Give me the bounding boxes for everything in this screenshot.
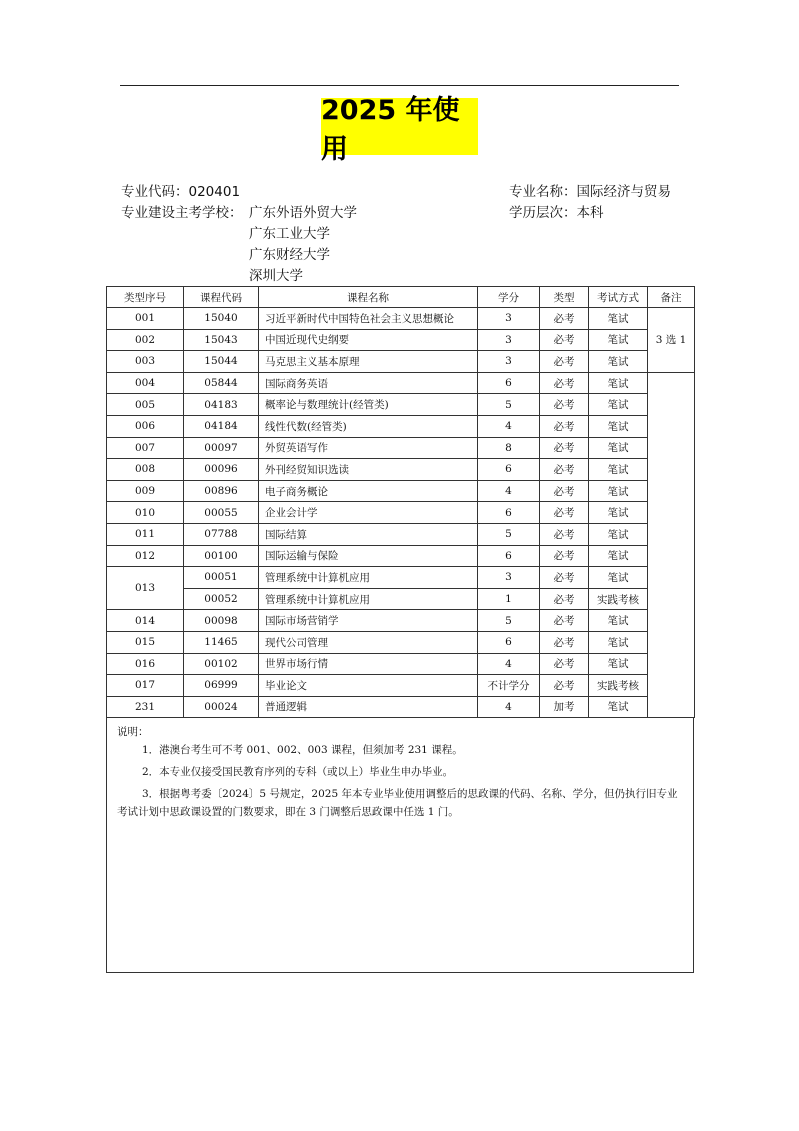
- cell-exam: 笔试: [589, 502, 648, 524]
- cell-credit: 4: [478, 696, 540, 718]
- cell-code: 00102: [184, 653, 259, 675]
- cell-credit: 4: [478, 480, 540, 502]
- cell-type: 必考: [540, 653, 589, 675]
- cell-seq: 231: [107, 696, 184, 718]
- cell-type: 必考: [540, 545, 589, 567]
- table-row: [107, 610, 695, 632]
- cell-code: 00024: [184, 696, 259, 718]
- cell-credit: 1: [478, 588, 540, 610]
- cell-type: 加考: [540, 696, 589, 718]
- cell-exam: 笔试: [589, 308, 648, 330]
- cell-code: 00098: [184, 610, 259, 632]
- table-row: [107, 631, 695, 653]
- table-row: [107, 653, 695, 675]
- header-exam: 考试方式: [589, 287, 648, 308]
- document-title: 2025 年使用: [321, 98, 478, 155]
- table-row: [107, 588, 695, 610]
- cell-credit: 3: [478, 308, 540, 330]
- cell-exam: 笔试: [589, 545, 648, 567]
- table-row: [107, 329, 695, 351]
- cell-type: 必考: [540, 588, 589, 610]
- cell-code: 15043: [184, 329, 259, 351]
- cell-name: 线性代数(经管类): [259, 415, 478, 437]
- cell-name: 外贸英语写作: [259, 437, 478, 459]
- cell-seq: 007: [107, 437, 184, 459]
- table-header-row: [107, 287, 695, 308]
- university-4: 深圳大学: [249, 268, 303, 284]
- cell-seq: 014: [107, 610, 184, 632]
- cell-type: 必考: [540, 480, 589, 502]
- cell-code: 07788: [184, 523, 259, 545]
- cell-code: 00052: [184, 588, 259, 610]
- table-row: [107, 459, 695, 481]
- cell-seq: 008: [107, 459, 184, 481]
- cell-code: 05844: [184, 372, 259, 394]
- cell-code: 00097: [184, 437, 259, 459]
- education-level: 学历层次：本科: [509, 205, 604, 221]
- school-label: 专业建设主考学校：: [121, 205, 243, 221]
- table-row: [107, 351, 695, 373]
- cell-name: 习近平新时代中国特色社会主义思想概论: [259, 308, 478, 330]
- table-row: [107, 415, 695, 437]
- cell-type: 必考: [540, 415, 589, 437]
- cell-exam: 笔试: [589, 567, 648, 589]
- cell-credit: 6: [478, 372, 540, 394]
- cell-exam: 实践考核: [589, 675, 648, 697]
- cell-exam: 笔试: [589, 437, 648, 459]
- cell-code: 00055: [184, 502, 259, 524]
- table-row: [107, 437, 695, 459]
- cell-code: 15044: [184, 351, 259, 373]
- cell-credit: 6: [478, 631, 540, 653]
- cell-exam: 实践考核: [589, 588, 648, 610]
- cell-code: 04184: [184, 415, 259, 437]
- cell-type: 必考: [540, 610, 589, 632]
- cell-name: 世界市场行情: [259, 653, 478, 675]
- cell-exam: 笔试: [589, 523, 648, 545]
- cell-type: 必考: [540, 394, 589, 416]
- cell-code: 00100: [184, 545, 259, 567]
- cell-type: 必考: [540, 523, 589, 545]
- cell-seq: 010: [107, 502, 184, 524]
- cell-credit: 5: [478, 394, 540, 416]
- cell-seq: 009: [107, 480, 184, 502]
- table-row: [107, 502, 695, 524]
- cell-credit: 8: [478, 437, 540, 459]
- cell-seq: 006: [107, 415, 184, 437]
- cell-exam: 笔试: [589, 610, 648, 632]
- cell-name: 国际运输与保险: [259, 545, 478, 567]
- cell-type: 必考: [540, 329, 589, 351]
- cell-exam: 笔试: [589, 631, 648, 653]
- cell-seq: 015: [107, 631, 184, 653]
- cell-type: 必考: [540, 502, 589, 524]
- cell-exam: 笔试: [589, 372, 648, 394]
- cell-seq: 002: [107, 329, 184, 351]
- top-rule: [120, 85, 679, 86]
- cell-name: 国际结算: [259, 523, 478, 545]
- cell-type: 必考: [540, 631, 589, 653]
- cell-name: 国际商务英语: [259, 372, 478, 394]
- notes-label: 说明：: [117, 726, 149, 738]
- cell-name: 概率论与数理统计(经管类): [259, 394, 478, 416]
- cell-name: 电子商务概论: [259, 480, 478, 502]
- cell-seq: 005: [107, 394, 184, 416]
- table-row: [107, 696, 695, 718]
- table-row: [107, 567, 695, 589]
- cell-code: 00051: [184, 567, 259, 589]
- cell-name: 外刊经贸知识选读: [259, 459, 478, 481]
- cell-credit: 5: [478, 610, 540, 632]
- header-name: 课程名称: [259, 287, 478, 308]
- cell-credit: 6: [478, 545, 540, 567]
- cell-seq: 001: [107, 308, 184, 330]
- cell-seq: 011: [107, 523, 184, 545]
- cell-exam: 笔试: [589, 351, 648, 373]
- cell-seq: 012: [107, 545, 184, 567]
- cell-name: 马克思主义基本原理: [259, 351, 478, 373]
- table-row: [107, 394, 695, 416]
- cell-type: 必考: [540, 351, 589, 373]
- cell-exam: 笔试: [589, 480, 648, 502]
- table-row: [107, 480, 695, 502]
- cell-exam: 笔试: [589, 394, 648, 416]
- cell-exam: 笔试: [589, 653, 648, 675]
- cell-credit: 3: [478, 567, 540, 589]
- cell-name: 企业会计学: [259, 502, 478, 524]
- cell-name: 毕业论文: [259, 675, 478, 697]
- table-row: [107, 308, 695, 330]
- course-table: [106, 286, 695, 718]
- cell-type: 必考: [540, 308, 589, 330]
- cell-exam: 笔试: [589, 329, 648, 351]
- cell-code: 00096: [184, 459, 259, 481]
- cell-name: 国际市场营销学: [259, 610, 478, 632]
- cell-code: 15040: [184, 308, 259, 330]
- cell-name: 管理系统中计算机应用: [259, 588, 478, 610]
- cell-seq: 003: [107, 351, 184, 373]
- major-code: 专业代码：020401: [121, 184, 241, 200]
- cell-seq: 004: [107, 372, 184, 394]
- cell-credit: 5: [478, 523, 540, 545]
- header-code: 课程代码: [184, 287, 259, 308]
- cell-seq: 017: [107, 675, 184, 697]
- cell-remark-empty: [648, 372, 695, 718]
- cell-type: 必考: [540, 437, 589, 459]
- cell-type: 必考: [540, 459, 589, 481]
- cell-name: 中国近现代史纲要: [259, 329, 478, 351]
- cell-type: 必考: [540, 567, 589, 589]
- table-row: [107, 545, 695, 567]
- cell-credit: 4: [478, 415, 540, 437]
- cell-credit: 6: [478, 502, 540, 524]
- cell-code: 00896: [184, 480, 259, 502]
- cell-type: 必考: [540, 675, 589, 697]
- cell-code: 04183: [184, 394, 259, 416]
- cell-seq: 016: [107, 653, 184, 675]
- note-item-3: 3．根据粤考委〔2024〕5 号规定，2025 年本专业毕业使用调整后的思政课的代码、名称、学分，但仍执行旧专业考试计划中思政课设置的门数要求，即在 3 门调整后思政课中任选 1 门。: [117, 788, 678, 818]
- cell-credit: 3: [478, 351, 540, 373]
- cell-credit: 4: [478, 653, 540, 675]
- cell-credit: 3: [478, 329, 540, 351]
- cell-seq: 013: [107, 567, 184, 610]
- cell-exam: 笔试: [589, 696, 648, 718]
- cell-name: 现代公司管理: [259, 631, 478, 653]
- header-type: 类型: [540, 287, 589, 308]
- cell-credit: 不计学分: [478, 675, 540, 697]
- header-seq: 类型序号: [107, 287, 184, 308]
- table-row: [107, 675, 695, 697]
- note-item-1: 1．港澳台考生可不考 001、002、003 课程，但须加考 231 课程。: [142, 744, 463, 756]
- university-1: 广东外语外贸大学: [249, 205, 357, 221]
- note-item-2: 2．本专业仅接受国民教育序列的专科（或以上）毕业生申办毕业。: [142, 766, 454, 778]
- cell-exam: 笔试: [589, 415, 648, 437]
- cell-name: 管理系统中计算机应用: [259, 567, 478, 589]
- cell-credit: 6: [478, 459, 540, 481]
- header-credit: 学分: [478, 287, 540, 308]
- university-3: 广东财经大学: [249, 247, 330, 263]
- cell-name: 普通逻辑: [259, 696, 478, 718]
- notes-box: [106, 717, 694, 973]
- cell-code: 11465: [184, 631, 259, 653]
- major-name: 专业名称：国际经济与贸易: [509, 184, 671, 200]
- table-row: [107, 372, 695, 394]
- cell-type: 必考: [540, 372, 589, 394]
- cell-code: 06999: [184, 675, 259, 697]
- university-2: 广东工业大学: [249, 226, 330, 242]
- cell-exam: 笔试: [589, 459, 648, 481]
- cell-remark: 3 选 1: [648, 308, 695, 373]
- table-row: [107, 523, 695, 545]
- header-remark: 备注: [648, 287, 695, 308]
